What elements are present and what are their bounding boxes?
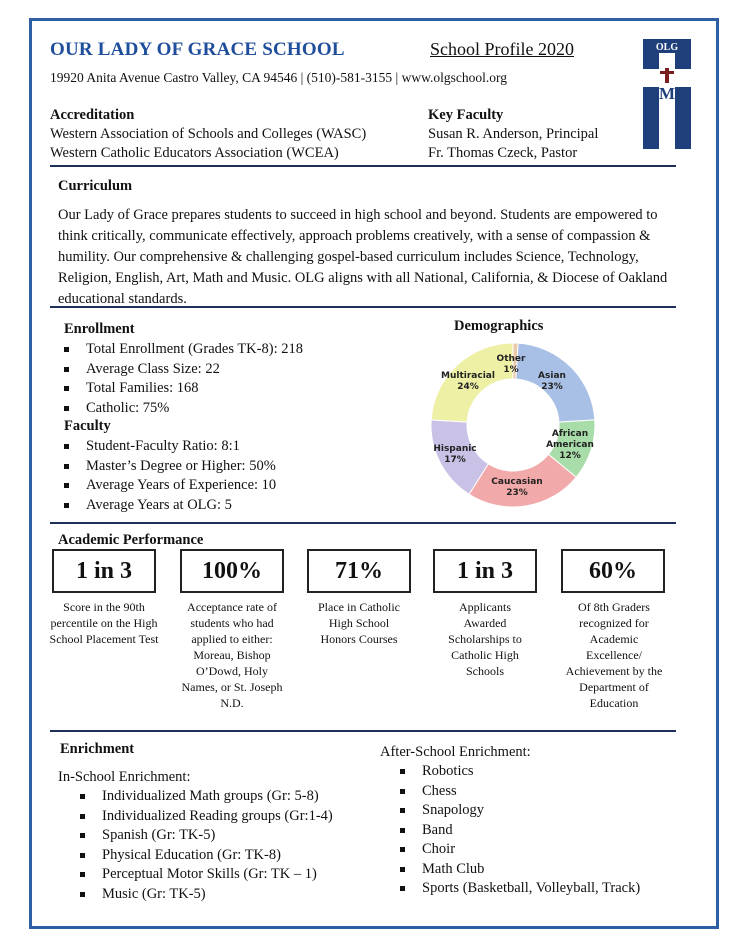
list-item: Chess (398, 782, 640, 802)
crest-motto-2: Truth (661, 125, 673, 130)
chart-label-other: Other 1% (496, 354, 526, 375)
section-divider (50, 165, 676, 167)
stat-box: 1 in 3 (433, 549, 537, 593)
in-school-list (78, 787, 333, 904)
section-divider (50, 306, 676, 308)
crest-motto-3: Live (662, 133, 672, 138)
list-item: Student-Faculty Ratio: 8:1 (62, 437, 276, 457)
key-faculty-item: Susan R. Anderson, Principal (428, 126, 599, 142)
faculty-list (62, 437, 276, 515)
list-item: Total Families: 168 (62, 379, 303, 399)
list-item: Music (Gr: TK-5) (78, 885, 333, 905)
list-item: Snapology (398, 801, 640, 821)
key-faculty-item: Fr. Thomas Czeck, Pastor (428, 145, 578, 161)
list-item: Sports (Basketball, Volleyball, Track) (398, 879, 640, 899)
list-item: Spanish (Gr: TK-5) (78, 826, 333, 846)
profile-title: School Profile 2020 (430, 39, 574, 59)
list-item: Average Years of Experience: 10 (62, 476, 276, 496)
list-item: Robotics (398, 762, 640, 782)
chart-title: Demographics (454, 318, 544, 334)
list-item: Catholic: 75% (62, 399, 303, 419)
list-item: Total Enrollment (Grades TK-8): 218 (62, 340, 303, 360)
crest-text: OLG (655, 42, 679, 53)
svg-text:M: M (658, 84, 676, 103)
list-item: Physical Education (Gr: TK-8) (78, 846, 333, 866)
chart-label-asian: Asian 23% (538, 371, 566, 392)
stat-caption: Of 8th Graders recognized for Academic Excellence/ Achievement by the Department of Education (565, 600, 663, 710)
list-item: Master’s Degree or Higher: 50% (62, 457, 276, 477)
stat-caption: Score in the 90th percentile on the High School Placement Test (49, 600, 159, 646)
chart-label-caucasian: Caucasian 23% (491, 477, 543, 498)
accreditation-item: Western Association of Schools and Colleges (WASC) (50, 126, 367, 142)
chart-label-hispanic: Hispanic 17% (433, 444, 477, 465)
school-name: OUR LADY OF GRACE SCHOOL (50, 39, 345, 60)
academic-heading: Academic Performance (58, 532, 204, 548)
accreditation-item: Western Catholic Educators Association (WCEA) (50, 145, 339, 161)
stat-box: 100% (180, 549, 284, 593)
enrollment-heading: Enrollment (64, 321, 135, 337)
stat-box: 60% (561, 549, 665, 593)
stat-box: 1 in 3 (52, 549, 156, 593)
in-school-heading: In-School Enrichment: (58, 769, 191, 785)
key-faculty-heading: Key Faculty (428, 107, 504, 123)
chart-label-multiracial: Multiracial 24% (441, 371, 495, 392)
curriculum-text: Our Lady of Grace prepares students to succeed in high school and beyond. Students are empowered to think critically, communicate effectively, approach problems creatively, with a sense of compassion & humility. Our comprehensive & challenging gospel-based curriculum includes Science, Technology, Religion, English, Art, Math and Music. OLG aligns with all National, California, & Diocese of Oakland educational standards. (58, 207, 668, 307)
chart-label-african-american: African American 12% (546, 429, 594, 461)
stat-box: 71% (307, 549, 411, 593)
list-item: Choir (398, 840, 640, 860)
list-item: Math Club (398, 860, 640, 880)
stat-caption: Acceptance rate of students who had applied to either: Moreau, Bishop O’Dowd, Holy Names, or St. Joseph N.D. (181, 600, 283, 710)
enrichment-heading: Enrichment (60, 741, 135, 757)
address-line: 19920 Anita Avenue Castro Valley, CA 94546 | (510)-581-3155 | www.olgschool.org (50, 70, 507, 85)
stat-caption: Place in Catholic High School Honors Courses (318, 600, 400, 646)
list-item: Average Years at OLG: 5 (62, 496, 276, 516)
faculty-heading: Faculty (64, 418, 111, 434)
list-item: Band (398, 821, 640, 841)
list-item: Individualized Reading groups (Gr:1-4) (78, 807, 333, 827)
after-school-list (398, 762, 640, 899)
section-divider (50, 730, 676, 732)
crest-motto-1: Unity (661, 117, 673, 122)
school-crest-logo (643, 39, 691, 149)
stat-caption: Applicants Awarded Scholarships to Catholic High Schools (448, 600, 522, 678)
accreditation-heading: Accreditation (50, 107, 135, 123)
section-divider (50, 522, 676, 524)
curriculum-heading: Curriculum (58, 178, 133, 194)
after-school-heading: After-School Enrichment: (380, 744, 531, 760)
list-item: Individualized Math groups (Gr: 5-8) (78, 787, 333, 807)
enrollment-list (62, 340, 303, 418)
list-item: Average Class Size: 22 (62, 360, 303, 380)
list-item: Perceptual Motor Skills (Gr: TK – 1) (78, 865, 333, 885)
